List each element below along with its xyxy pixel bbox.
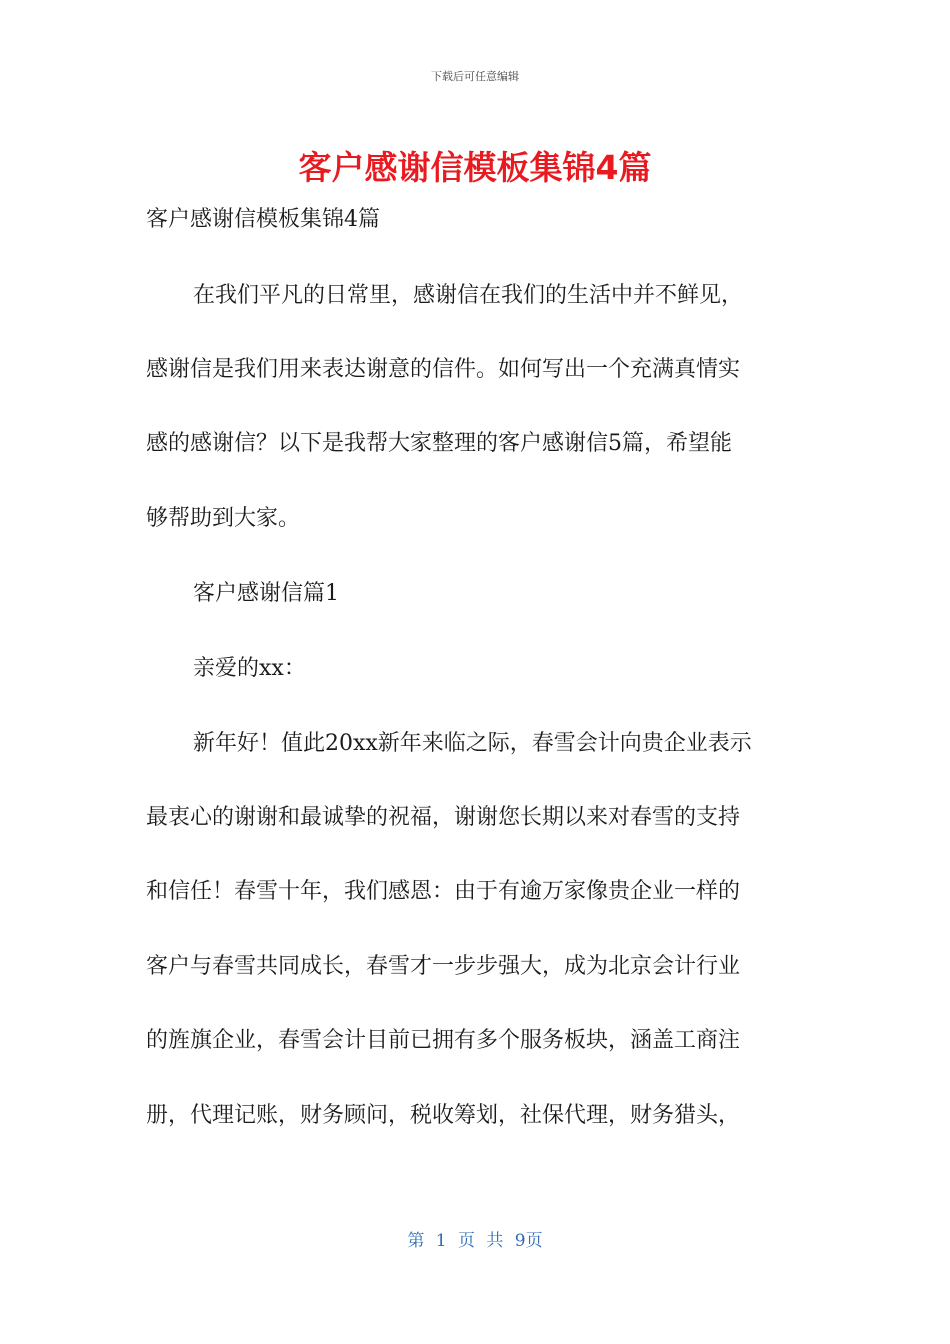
salutation: 亲爱的xx：: [193, 656, 306, 681]
intro-line: 感的感谢信？以下是我帮大家整理的客户感谢信5篇，希望能: [146, 431, 732, 456]
body-line: 册，代理记账，财务顾问，税收筹划，社保代理，财务猎头，: [146, 1103, 741, 1128]
intro-line: 够帮助到大家。: [146, 506, 301, 531]
body-line: 最衷心的谢谢和最诚挚的祝福，谢谢您长期以来对春雪的支持: [146, 805, 741, 830]
body-line: 的旌旗企业，春雪会计目前已拥有多个服务板块，涵盖工商注: [146, 1028, 741, 1053]
document-title: 客户感谢信模板集锦4篇: [298, 148, 652, 187]
page-footer: 第 1 页 共 9页: [407, 1231, 543, 1251]
section-heading: 客户感谢信篇1: [193, 581, 339, 606]
body-line: 客户与春雪共同成长，春雪才一步步强大，成为北京会计行业: [146, 954, 741, 979]
intro-line: 在我们平凡的日常里，感谢信在我们的生活中并不鲜见，: [193, 283, 744, 308]
body-line: 新年好！值此20xx新年来临之际，春雪会计向贵企业表示: [193, 731, 752, 756]
body-line: 和信任！春雪十年，我们感恩：由于有逾万家像贵企业一样的: [146, 879, 741, 904]
document-subtitle: 客户感谢信模板集锦4篇: [146, 207, 380, 232]
intro-line: 感谢信是我们用来表达谢意的信件。如何写出一个充满真情实: [146, 357, 741, 382]
header-note: 下载后可任意编辑: [431, 70, 519, 83]
